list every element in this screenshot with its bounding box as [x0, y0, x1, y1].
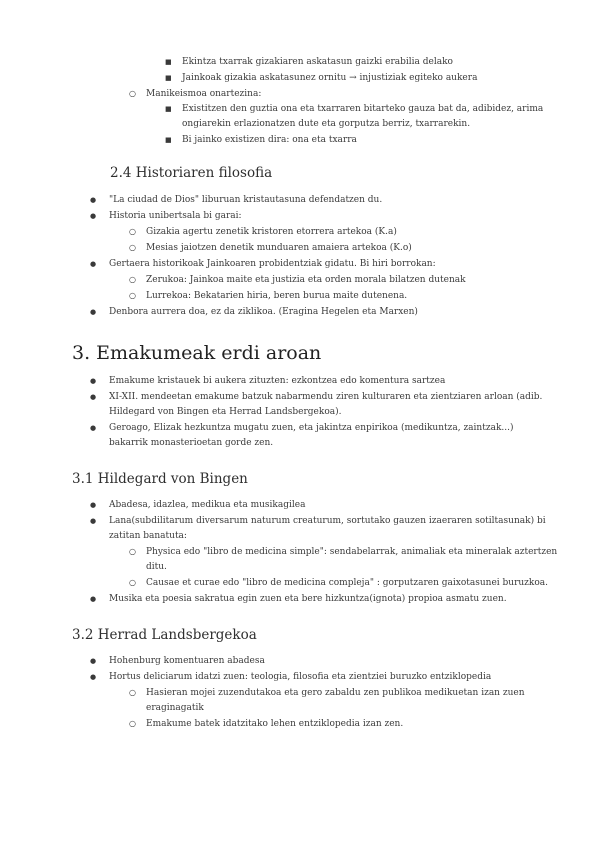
- list-item: ■ Bi jainko existizen dira: ona eta txarra: [182, 134, 357, 146]
- list-item-continuation: eraginagatik: [146, 703, 204, 713]
- list-item: ● Denbora aurrera doa, ez da ziklikoa. (Eragina Hegelen eta Marxen): [109, 306, 418, 318]
- list-item: ● Historia unibertsala bi garai:: [109, 210, 242, 222]
- list-item: ○ Physica edo "libro de medicina simple": sendabelarrak, animaliak eta mineralak aztertzen: [146, 546, 557, 558]
- list-item: ● XI-XII. mendeetan emakume batzuk nabarmendu ziren kulturaren eta zientziaren arloan (adib.: [109, 391, 542, 403]
- section-heading-3-2: 3.2 Herrad Landsbergekoa: [72, 627, 257, 643]
- list-item: ● Abadesa, idazlea, medikua eta musikagilea: [109, 499, 305, 511]
- list-item-continuation: bakarrik monasterioetan gorde zen.: [109, 438, 274, 448]
- section-heading-3: 3. Emakumeak erdi aroan: [72, 342, 322, 364]
- list-item: ● Emakume kristauek bi aukera zituzten: ezkontzea edo komentura sartzea: [109, 375, 445, 387]
- list-item: ■ Ekintza txarrak gizakiaren askatasun gaizki erabilia delako: [182, 56, 453, 68]
- list-item: ○ Gizakia agertu zenetik kristoren etorrera artekoa (K.a): [146, 226, 397, 238]
- list-item: ○ Hasieran mojei zuzendutakoa eta gero zabaldu zen publikoa medikuetan izan zuen: [146, 687, 525, 699]
- list-item: ● Musika eta poesia sakratua egin zuen eta bere hizkuntza(ignota) propioa asmatu zuen.: [109, 593, 507, 605]
- list-item: ■ Existitzen den guztia ona eta txarraren bitarteko gauza bat da, adibidez, arima: [182, 103, 543, 115]
- list-item: ● Hohenburg komentuaren abadesa: [109, 655, 265, 667]
- section-heading-3-1: 3.1 Hildegard von Bingen: [72, 471, 248, 487]
- list-item-continuation: ditu.: [146, 562, 167, 572]
- list-item: ○ Mesias jaiotzen denetik munduaren amaiera artekoa (K.o): [146, 242, 412, 254]
- list-item: ○ Emakume batek idatzitako lehen entziklopedia izan zen.: [146, 718, 403, 730]
- list-item: ○ Manikeismoa onartezina:: [146, 88, 261, 100]
- list-item: ● Geroago, Elizak hezkuntza mugatu zuen, eta jakintza enpirikoa (medikuntza, zaintzak...): [109, 422, 514, 434]
- list-item-continuation: Hildegard von Bingen eta Herrad Landsbergekoa).: [109, 407, 342, 417]
- list-item: ● "La ciudad de Dios" liburuan kristautasuna defendatzen du.: [109, 194, 382, 206]
- section-heading-2-4: 2.4 Historiaren filosofia: [110, 165, 273, 181]
- list-item: ● Lana(subdilitarum diversarum naturum creaturum, sortutako gauzen izaeraren sotiltasunak) bi: [109, 515, 546, 527]
- list-item: ● Hortus deliciarum idatzi zuen: teologia, filosofia eta zientziei buruzko entziklopedia: [109, 671, 491, 683]
- list-item-continuation: zatitan banatuta:: [109, 531, 187, 541]
- list-item-continuation: ongiarekin erlazionatzen dute eta gorputza berriz, txarrarekin.: [182, 119, 471, 129]
- list-item: ○ Zerukoa: Jainkoa maite eta justizia eta orden morala bilatzen dutenak: [146, 274, 466, 286]
- list-item: ● Gertaera historikoak Jainkoaren probidentziak gidatu. Bi hiri borrokan:: [109, 258, 436, 270]
- list-item: ○ Causae et curae edo "libro de medicina compleja" : gorputzaren gaixotasunei buruzkoa.: [146, 577, 548, 589]
- list-item: ○ Lurrekoa: Bekatarien hiria, beren burua maite dutenena.: [146, 290, 407, 302]
- list-item: ■ Jainkoak gizakia askatasunez ornitu → injustiziak egiteko aukera: [182, 72, 477, 84]
